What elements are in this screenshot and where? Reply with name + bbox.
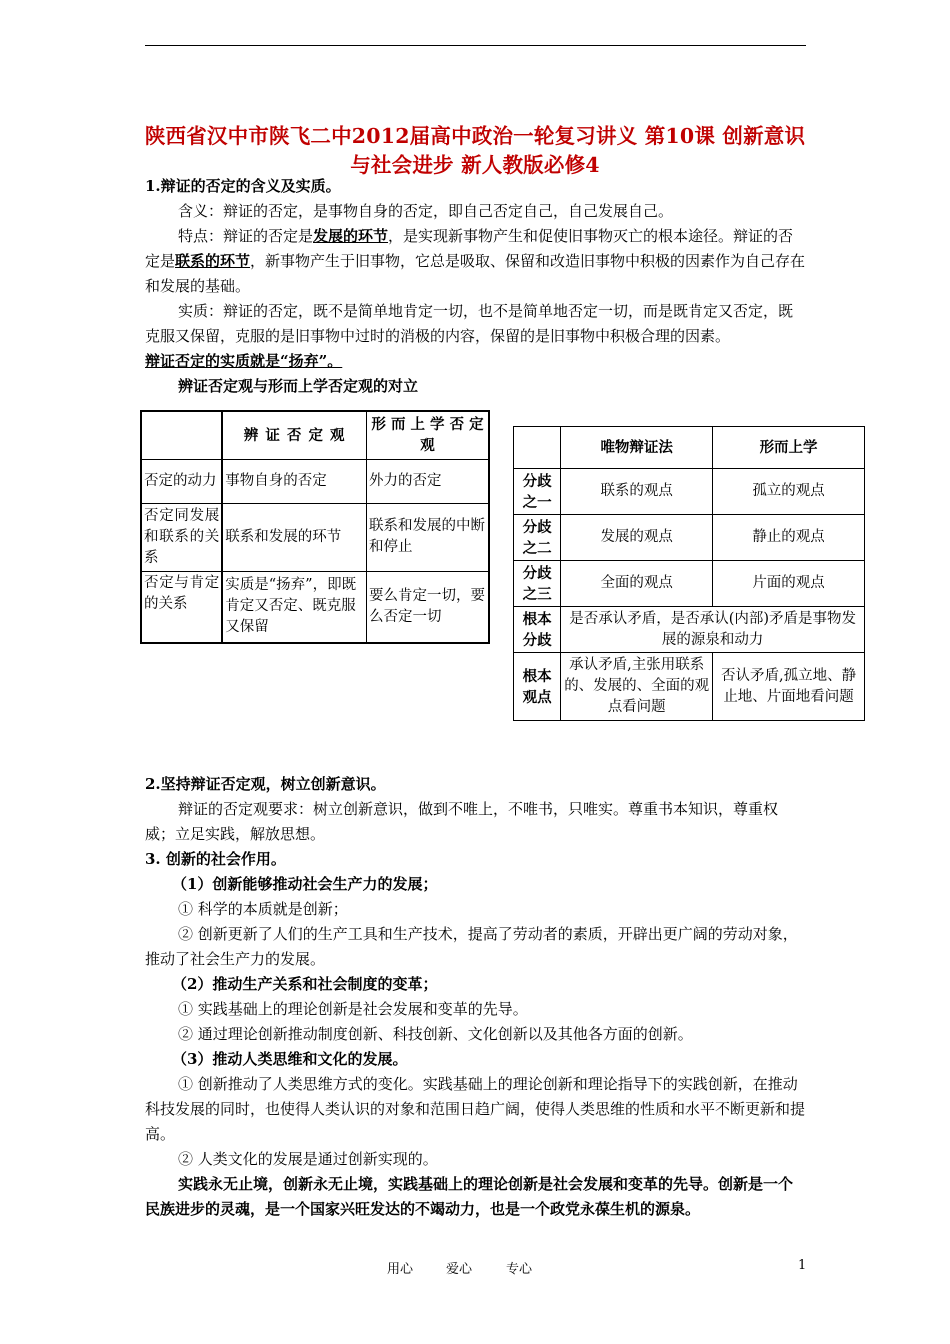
feature-paragraph xyxy=(145,224,807,299)
item-1a: ① 科学的本质就是创新； xyxy=(178,900,348,918)
item-3a: ① 创新推动了人类思维方式的变化。实践基础上的理论创新和理论指导下的实践创新，在推动科技发展的同时，也使得人类认识的对象和范围日趋广阔，使得人类思维的性质和水平不断更新和提高。 xyxy=(145,1075,806,1143)
table-cell: 联系和发展的中断和停止 xyxy=(367,503,489,571)
essence-paragraph: 实质：辩证的否定，既不是简单地肯定一切，也不是简单地否定一切，而是既肯定又否定，既克服又保留，克服的是旧事物中过时的消极的内容，保留的是旧事物中积极合理的因素。 xyxy=(145,302,794,345)
table-row xyxy=(514,469,865,515)
page-number: 1 xyxy=(798,1258,807,1273)
item-2a: ① 实践基础上的理论创新是社会发展和变革的先导。 xyxy=(178,1000,528,1018)
table-row xyxy=(514,561,865,607)
conclusion-paragraph: 实践永无止境，创新永无止境，实践基础上的理论创新是社会发展和变革的先导。创新是一个民族进步的灵魂，是一个国家兴旺发达的不竭动力，也是一个政党永葆生机的源泉。 xyxy=(145,1175,794,1218)
item-2b: ② 通过理论创新推动制度创新、科技创新、文化创新以及其他各方面的创新。 xyxy=(178,1025,693,1043)
table-row xyxy=(514,427,865,469)
footer-text-2: 爱心 xyxy=(446,1262,473,1277)
feature-text-c: ，新事物产生于旧事物，它总是吸取、保留和改造旧事物中积极的因素作为自己存在和发展的基础。 xyxy=(145,252,806,295)
table-cell: 否定的动力 xyxy=(141,459,222,503)
comparison-table-1 xyxy=(140,410,490,644)
table-cell: 承认矛盾,主张用联系的、发展的、全面的观点看问题 xyxy=(561,653,713,721)
table-cell: 外力的否定 xyxy=(367,459,489,503)
table-row xyxy=(514,653,865,721)
table-row xyxy=(141,411,489,459)
subheading-2: （2）推动生产关系和社会制度的变革； xyxy=(172,975,438,993)
table-cell: 否定同发展和联系的关系 xyxy=(141,503,222,571)
table-cell xyxy=(514,427,561,469)
section-2-heading: 2.坚持辩证否定观，树立创新意识。 xyxy=(145,775,386,793)
feature-underline-2: 联系的环节 xyxy=(175,252,251,270)
table-cell: 孤立的观点 xyxy=(713,469,865,515)
table-row xyxy=(514,515,865,561)
table-cell: 静止的观点 xyxy=(713,515,865,561)
table-row xyxy=(141,571,489,643)
table-cell: 要么肯定一切，要么否定一切 xyxy=(367,571,489,643)
table-cell: 联系和发展的环节 xyxy=(222,503,366,571)
table-row-header: 根本分歧 xyxy=(514,607,561,653)
table-cell: 否认矛盾,孤立地、静止地、片面地看问题 xyxy=(713,653,865,721)
header-rule xyxy=(145,45,806,46)
table-row-header: 分歧之一 xyxy=(514,469,561,515)
table-header-cell: 形而上学 xyxy=(713,427,865,469)
table-cell: 事物自身的否定 xyxy=(222,459,366,503)
footer-text-1: 用心 xyxy=(387,1262,414,1277)
table-cell: 否定与肯定的关系 xyxy=(141,571,222,643)
table-row-header: 分歧之三 xyxy=(514,561,561,607)
table-cell: 全面的观点 xyxy=(561,561,713,607)
meaning-paragraph: 含义：辩证的否定，是事物自身的否定，即自己否定自己，自己发展自己。 xyxy=(178,202,674,220)
feature-text-a: 特点：辩证的否定是 xyxy=(178,227,314,245)
feature-text-b: ，是实现新事物产生和促使旧事物灭亡的根本途径。辩证的否定是 xyxy=(145,227,794,270)
table-header-cell: 形 而 上 学 否 定 观 xyxy=(367,411,489,459)
table-row-header: 根本观点 xyxy=(514,653,561,721)
table-row xyxy=(514,607,865,653)
table-cell: 联系的观点 xyxy=(561,469,713,515)
table-header-cell: 唯物辩证法 xyxy=(561,427,713,469)
table-cell xyxy=(141,411,222,459)
section-2-paragraph: 辩证的否定观要求：树立创新意识，做到不唯上，不唯书，只唯实。尊重书本知识，尊重权威；立足实践，解放思想。 xyxy=(145,800,779,843)
table-cell: 是否承认矛盾，是否承认(内部)矛盾是事物发展的源泉和动力 xyxy=(561,607,865,653)
item-1b: ② 创新更新了人们的生产工具和生产技术，提高了劳动者的素质，开辟出更广阔的劳动对象，推动了社会生产力的发展。 xyxy=(145,925,798,968)
table-row-header: 分歧之二 xyxy=(514,515,561,561)
subheading-1: （1）创新能够推动社会生产力的发展； xyxy=(172,875,438,893)
document-title: 陕西省汉中市陕飞二中2012届高中政治一轮复习讲义 第10课 创新意识与社会进步 新人教版必修4 xyxy=(144,124,806,177)
feature-underline-1: 发展的环节 xyxy=(313,227,389,245)
section-1-heading: 1.辩证的否定的含义及实质。 xyxy=(145,177,341,195)
comparison-table-2 xyxy=(513,426,865,721)
table-cell: 片面的观点 xyxy=(713,561,865,607)
table-cell: 发展的观点 xyxy=(561,515,713,561)
table-row xyxy=(141,459,489,503)
footer-text-3: 专心 xyxy=(506,1262,533,1277)
table-row xyxy=(141,503,489,571)
table-header-cell: 辨 证 否 定 观 xyxy=(222,411,366,459)
table-caption: 辨证否定观与形而上学否定观的对立 xyxy=(178,377,419,395)
item-3b: ② 人类文化的发展是通过创新实现的。 xyxy=(178,1150,438,1168)
table-cell: 实质是“扬弃”，即既肯定又否定、既克服又保留 xyxy=(222,571,366,643)
essence-bold-line: 辩证否定的实质就是“扬弃”。 xyxy=(145,352,343,370)
section-3-heading: 3. 创新的社会作用。 xyxy=(145,850,286,868)
subheading-3: （3）推动人类思维和文化的发展。 xyxy=(172,1050,408,1068)
